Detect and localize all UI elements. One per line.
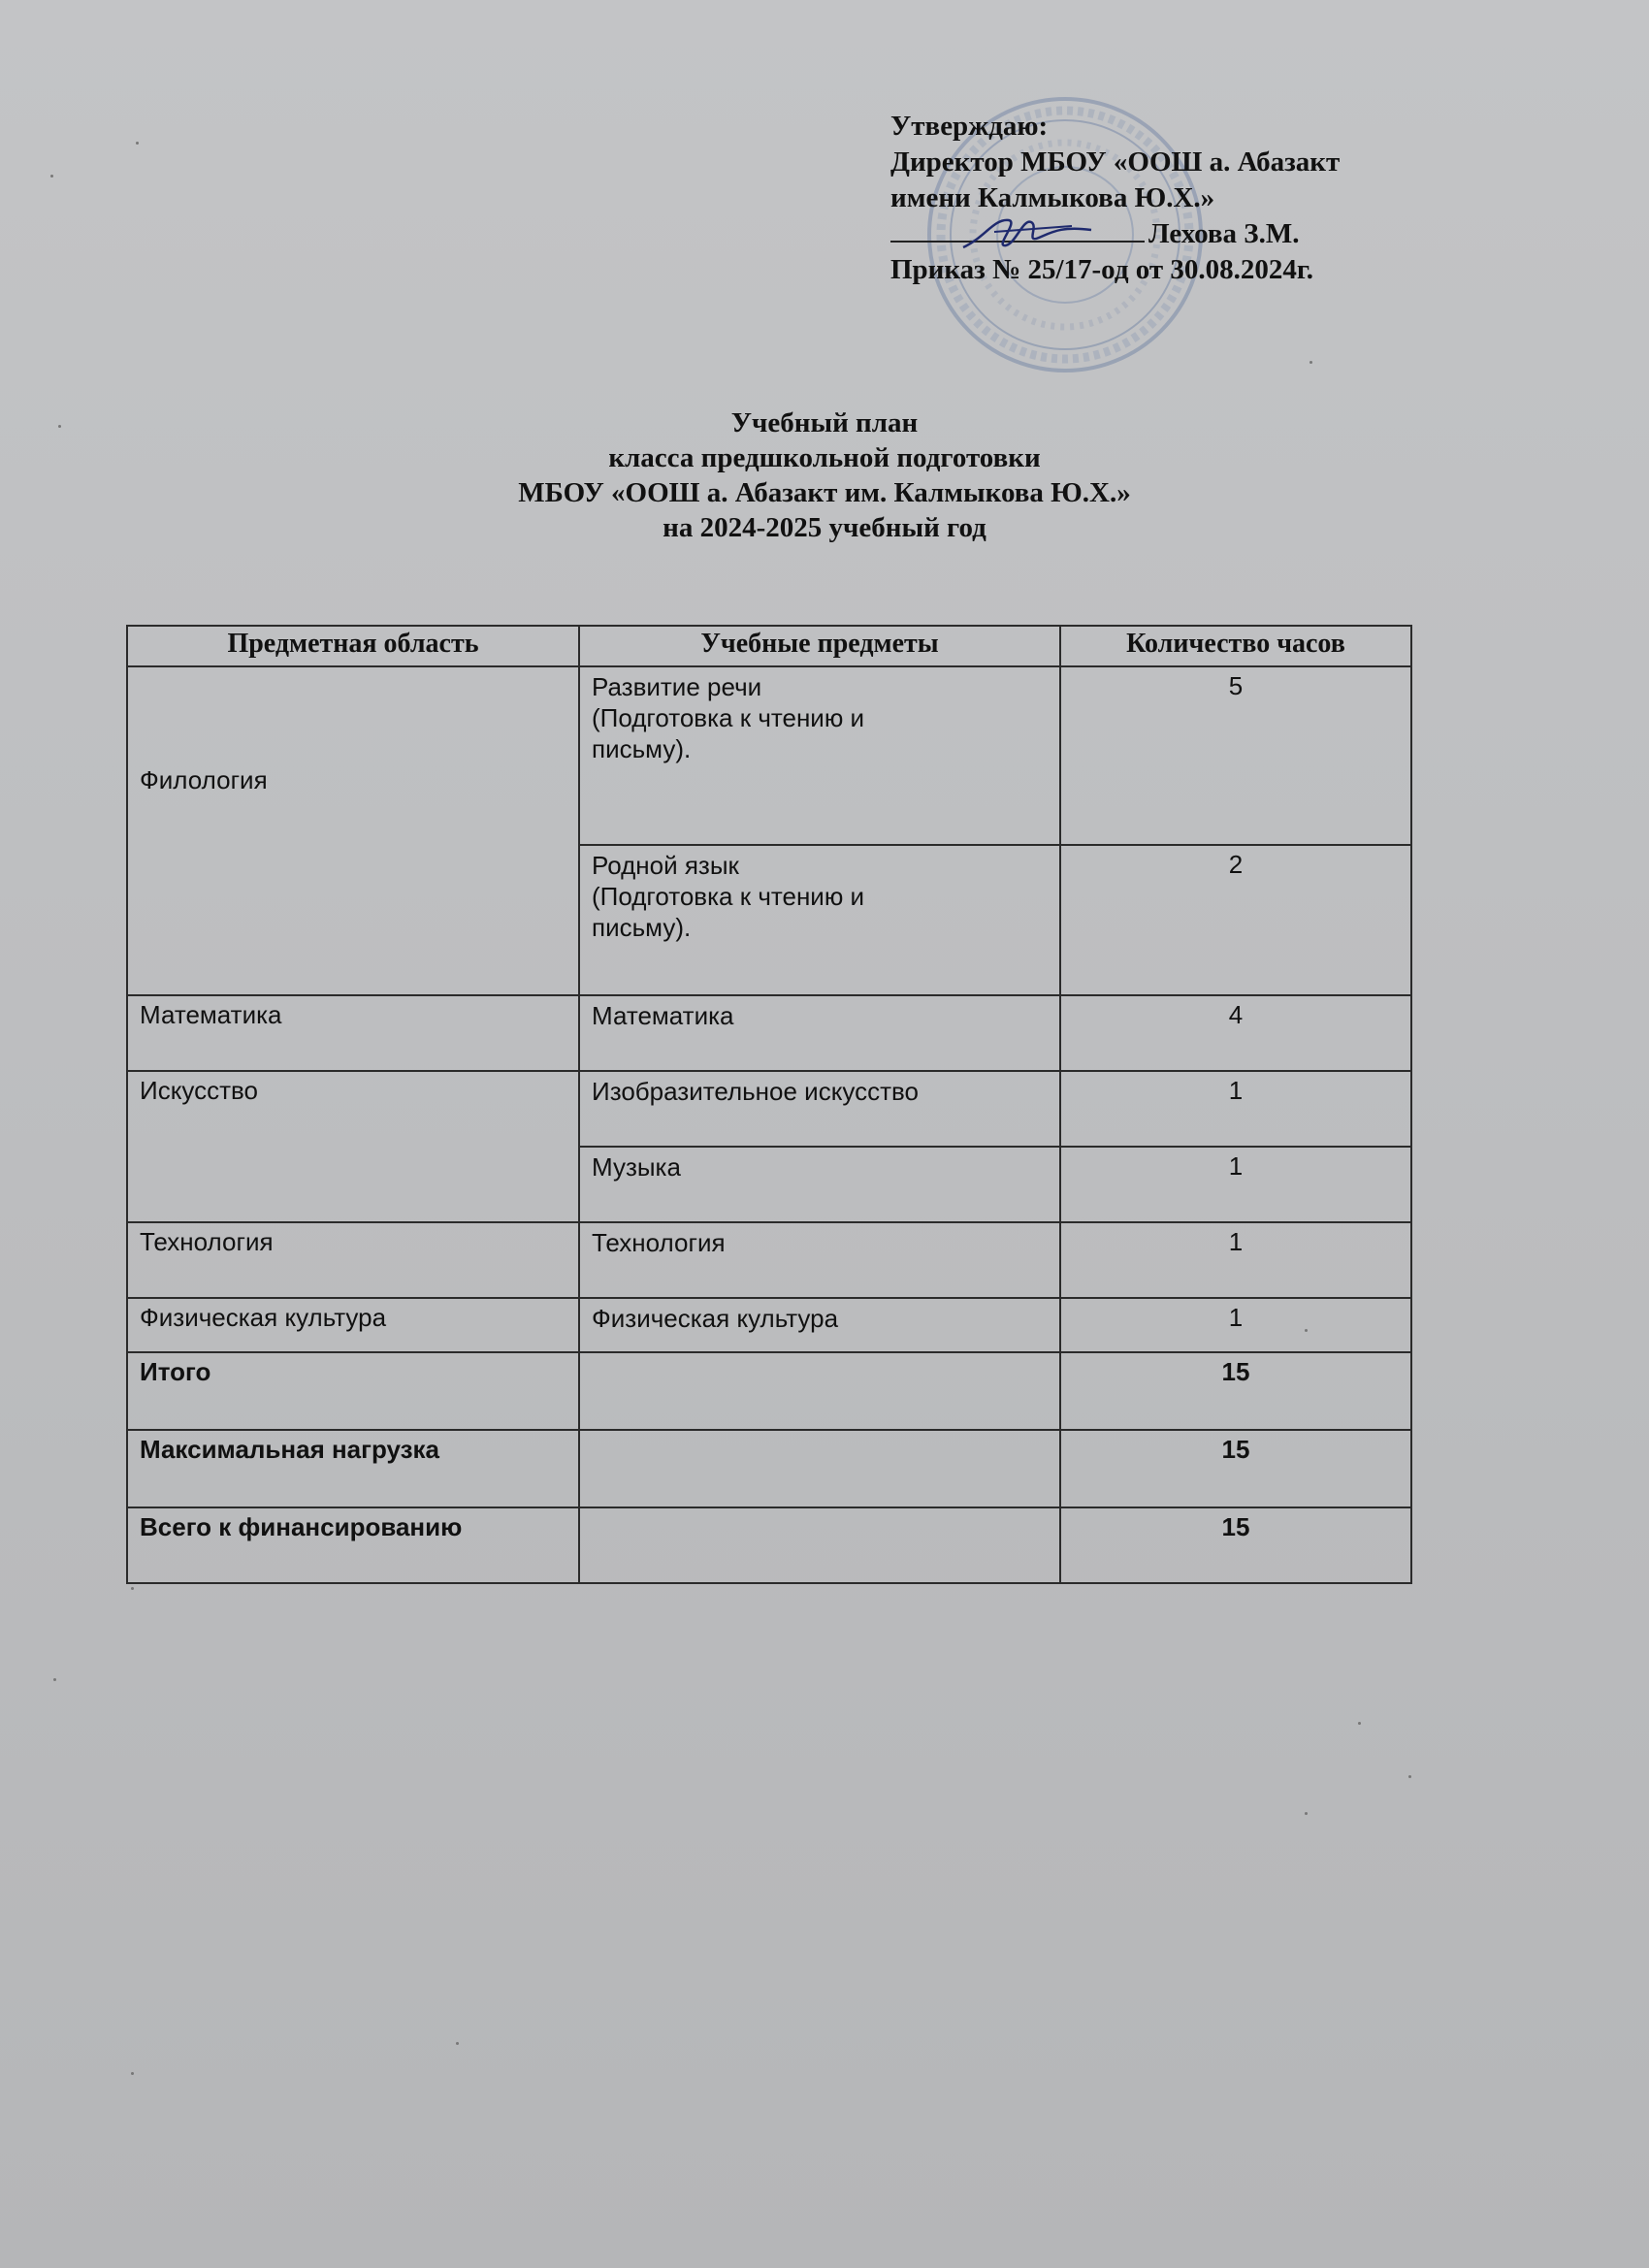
scan-speck [1305, 1329, 1308, 1332]
total-row [127, 1430, 1411, 1507]
hours-cell: 4 [1060, 995, 1411, 1071]
total-label: Итого [127, 1352, 579, 1430]
total-empty-cell [579, 1352, 1060, 1430]
scan-speck [53, 1678, 56, 1681]
table-row [127, 1298, 1411, 1352]
table-header-row [127, 626, 1411, 666]
area-label: Филология [140, 765, 268, 794]
scan-speck [456, 2042, 459, 2045]
total-row [127, 1507, 1411, 1583]
total-value: 15 [1060, 1507, 1411, 1583]
title-line-4: на 2024-2025 учебный год [663, 512, 986, 543]
area-cell: Искусство [127, 1071, 579, 1222]
subject-line: (Подготовка к чтению и [592, 882, 865, 911]
title-line-2: класса предшкольной подготовки [608, 442, 1041, 473]
subject-line: (Подготовка к чтению и [592, 703, 865, 732]
area-cell: Математика [127, 995, 579, 1071]
approval-director: Директор МБОУ «ООШ а. Абазакт [890, 146, 1341, 178]
approval-school-name: имени Калмыкова Ю.Х.» [890, 182, 1215, 213]
title-line-1: Учебный план [730, 407, 919, 438]
hours-cell: 1 [1060, 1222, 1411, 1298]
scan-speck [58, 425, 61, 428]
approval-signer: Лехова З.М. [1148, 218, 1300, 249]
document-title [0, 405, 1649, 545]
subject-line: письму). [592, 913, 692, 942]
total-empty-cell [579, 1507, 1060, 1583]
scan-speck [131, 2072, 134, 2075]
scan-speck [50, 175, 53, 178]
scan-speck [136, 142, 139, 145]
approval-heading: Утверждаю: [890, 111, 1049, 142]
header-area: Предметная область [127, 626, 579, 666]
subject-cell [579, 845, 1060, 995]
area-cell: Технология [127, 1222, 579, 1298]
table-row [127, 995, 1411, 1071]
scan-speck [1408, 1775, 1411, 1778]
hours-cell: 1 [1060, 1147, 1411, 1222]
subject-line: письму). [592, 734, 692, 763]
subject-cell [579, 666, 1060, 845]
subject-cell: Технология [579, 1222, 1060, 1298]
total-label: Максимальная нагрузка [127, 1430, 579, 1507]
title-line-3: МБОУ «ООШ а. Абазакт им. Калмыкова Ю.Х.» [518, 477, 1131, 508]
total-value: 15 [1060, 1352, 1411, 1430]
area-cell [127, 666, 579, 995]
scan-speck [131, 1587, 134, 1590]
subject-cell: Математика [579, 995, 1060, 1071]
subject-cell: Физическая культура [579, 1298, 1060, 1352]
hours-cell: 1 [1060, 1071, 1411, 1147]
hours-cell: 2 [1060, 845, 1411, 995]
subject-line: Родной язык [592, 851, 739, 880]
curriculum-table [126, 625, 1412, 1584]
table-row [127, 1222, 1411, 1298]
subject-cell: Музыка [579, 1147, 1060, 1222]
total-empty-cell [579, 1430, 1060, 1507]
table-row [127, 1071, 1411, 1147]
header-hours: Количество часов [1060, 626, 1411, 666]
scan-speck [1305, 1812, 1308, 1815]
subject-line: Развитие речи [592, 672, 762, 701]
area-cell: Физическая культура [127, 1298, 579, 1352]
subject-cell: Изобразительное искусство [579, 1071, 1060, 1147]
total-row [127, 1352, 1411, 1430]
table-row [127, 666, 1411, 845]
approval-block [890, 109, 1340, 288]
hours-cell: 5 [1060, 666, 1411, 845]
header-subject: Учебные предметы [579, 626, 1060, 666]
total-value: 15 [1060, 1430, 1411, 1507]
approval-order: Приказ № 25/17-од от 30.08.2024г. [890, 254, 1314, 285]
scan-speck [1310, 361, 1312, 364]
hours-cell: 1 [1060, 1298, 1411, 1352]
handwritten-signature-icon [955, 209, 1101, 257]
total-label: Всего к финансированию [127, 1507, 579, 1583]
scan-speck [1358, 1722, 1361, 1725]
